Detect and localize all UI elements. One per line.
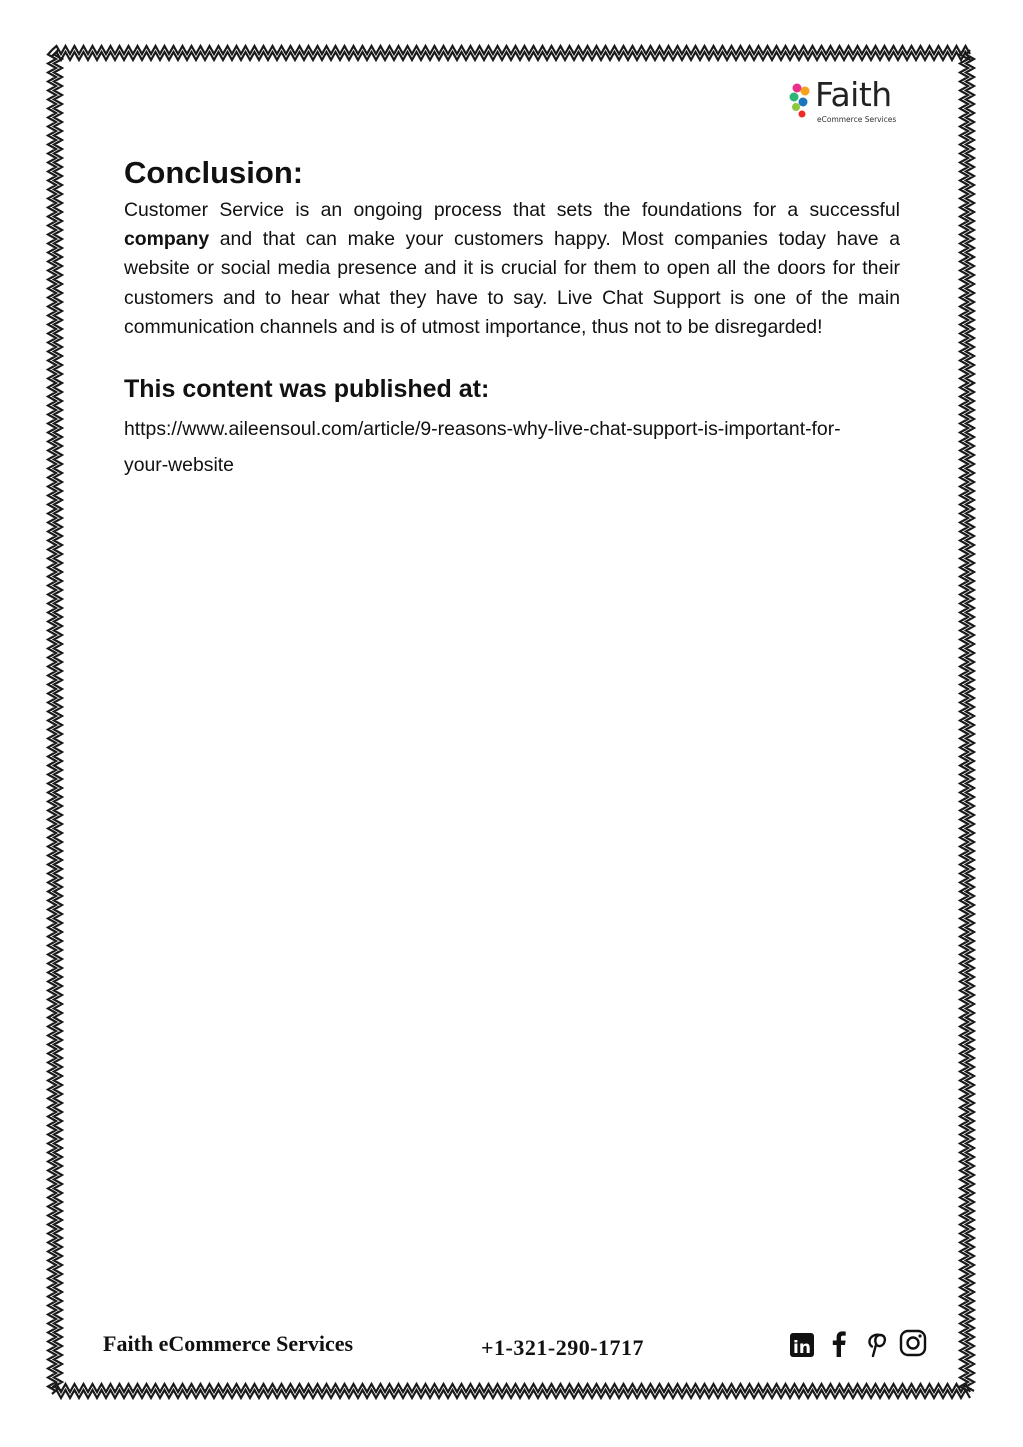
footer-company-name: Faith eCommerce Services xyxy=(103,1331,354,1356)
footer-phone-number: +1-321-290-1717 xyxy=(481,1335,645,1360)
linkedin-icon[interactable] xyxy=(788,1327,818,1361)
logo-subtitle: eCommerce Services xyxy=(817,115,897,124)
flower-logo-icon xyxy=(788,82,814,120)
instagram-icon[interactable] xyxy=(898,1327,928,1361)
source-url: https://www.aileensoul.com/article/9-reasons-why-live-chat-support-is-important-for-your-website xyxy=(124,418,841,477)
pinterest-icon[interactable] xyxy=(862,1327,892,1361)
facebook-icon[interactable] xyxy=(824,1327,854,1361)
conclusion-paragraph xyxy=(124,196,900,342)
conclusion-heading: Conclusion: xyxy=(124,155,304,190)
conclusion-text-end: and that can make your customers happy. Most companies today have a website or social media presence and it is crucial for them to open all the doors for their customers and to hear what they have to say. Live Chat Support is one of the main communication channels and is of utmost importance, thus not to be disregarded! xyxy=(124,228,900,338)
faith-logo xyxy=(788,75,908,128)
linkedin-text: in xyxy=(793,1338,811,1358)
conclusion-text-start: Customer Service is an ongoing process that sets the foundations for a successful xyxy=(124,199,900,221)
conclusion-bold-word: company xyxy=(124,228,210,251)
published-heading: This content was published at: xyxy=(124,375,490,404)
main-content xyxy=(124,154,900,483)
logo-wordmark: Faith xyxy=(815,75,892,114)
